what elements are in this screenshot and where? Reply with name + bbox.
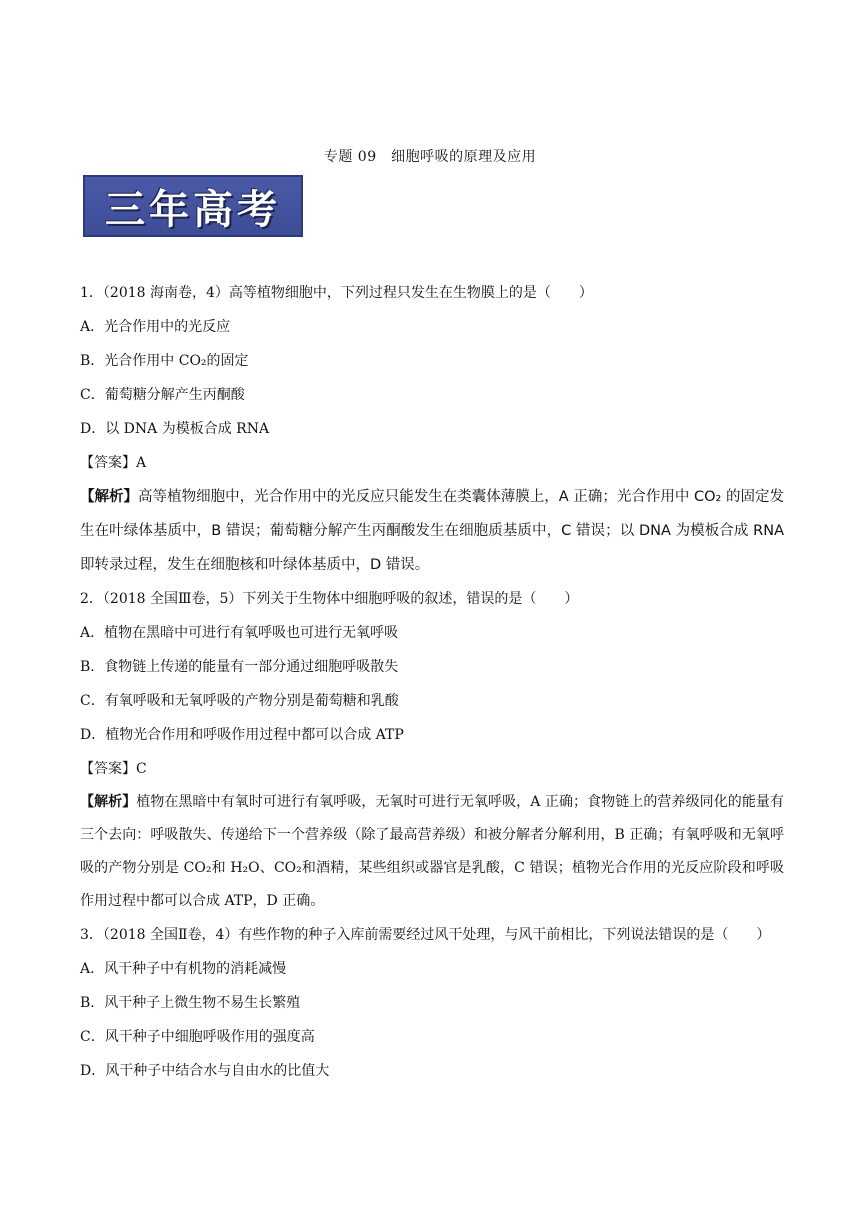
- question-1-stem: 1．（2018 海南卷，4）高等植物细胞中，下列过程只发生在生物膜上的是（ ）: [80, 285, 593, 301]
- question-2-answer: [80, 752, 784, 786]
- question-1-option-c: C．葡萄糖分解产生丙酮酸: [80, 387, 245, 403]
- analysis-label: 【解析】: [80, 794, 137, 810]
- question-1-analysis: [80, 480, 784, 582]
- banner-text: 三年高考: [105, 186, 281, 233]
- analysis-text: 植物在黑暗中有氧时可进行有氧呼吸，无氧时可进行无氧呼吸，A 正确；食物链上的营养级同化的能量有三个去向：呼吸散失、传递给下一个营养级（除了最高营养级）和被分解者分解利用，B 正确；有氧呼吸和无氧呼吸的产物分别是 CO₂和 H₂O、CO₂和酒精，某些组织或器官是乳酸，C 错误；植物光合作用的光反应阶段和呼吸作用过程中都可以合成 ATP，D 正确。: [80, 794, 784, 909]
- question-2-option-a: A．植物在黑暗中可进行有氧呼吸也可进行无氧呼吸: [80, 625, 399, 641]
- question-list: [80, 276, 784, 1088]
- page-title: 专题 09 细胞呼吸的原理及应用: [323, 149, 537, 165]
- answer-value: C: [136, 761, 147, 777]
- question-1-option-b: B．光合作用中 CO₂的固定: [80, 353, 249, 369]
- question-3-option-a: A．风干种子中有机物的消耗减慢: [80, 961, 287, 977]
- question-2-analysis: [80, 786, 784, 918]
- analysis-label: 【解析】: [80, 489, 139, 505]
- question-3-option-c: C．风干种子中细胞呼吸作用的强度高: [80, 1029, 315, 1045]
- question-3-option-b: B．风干种子上微生物不易生长繁殖: [80, 995, 301, 1011]
- question-2-stem: 2．（2018 全国Ⅲ卷，5）下列关于生物体中细胞呼吸的叙述，错误的是（ ）: [80, 591, 579, 607]
- answer-label: 【答案】: [80, 455, 136, 471]
- analysis-text: 高等植物细胞中，光合作用中的光反应只能发生在类囊体薄膜上，A 正确；光合作用中 CO₂ 的固定发生在叶绿体基质中，B 错误；葡萄糖分解产生丙酮酸发生在细胞质基质中，C 错误；以 DNA 为模板合成 RNA 即转录过程，发生在细胞核和叶绿体基质中，D 错误。: [80, 489, 785, 573]
- question-3-option-d: D．风干种子中结合水与自由水的比值大: [80, 1063, 330, 1079]
- section-banner: [83, 175, 303, 237]
- question-2-option-d: D．植物光合作用和呼吸作用过程中都可以合成 ATP: [80, 727, 404, 743]
- question-1-option-a: A．光合作用中的光反应: [80, 319, 231, 335]
- question-1-option-d: D．以 DNA 为模板合成 RNA: [80, 421, 270, 437]
- question-1-answer: [80, 446, 784, 480]
- question-2-option-b: B．食物链上传递的能量有一部分通过细胞呼吸散失: [80, 659, 399, 675]
- answer-label: 【答案】: [80, 761, 136, 777]
- answer-value: A: [136, 455, 147, 471]
- question-3-stem: 3．（2018 全国Ⅱ卷，4）有些作物的种子入库前需要经过风干处理，与风干前相比，下列说法错误的是（ ）: [80, 927, 771, 943]
- question-2-option-c: C．有氧呼吸和无氧呼吸的产物分别是葡萄糖和乳酸: [80, 693, 399, 709]
